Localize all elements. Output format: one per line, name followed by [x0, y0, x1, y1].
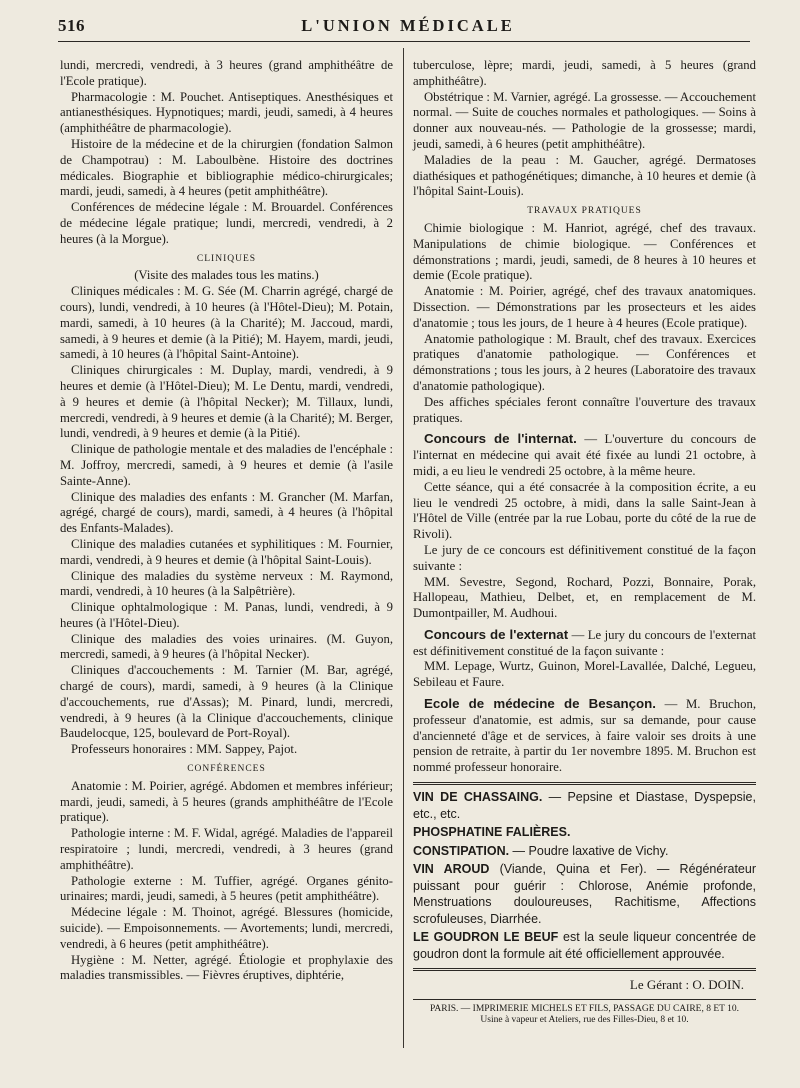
section-heading-travaux: TRAVAUX PRATIQUES: [527, 206, 642, 217]
imprint-line: PARIS. — IMPRIMERIE MICHELS ET FILS, PASSAGE DU CAIRE, 8 ET 10.: [429, 1003, 740, 1014]
news-text: — Le jury du concours de l'externat est définitivement constitué de la façon suivante :: [413, 627, 756, 658]
news-item-besancon: [413, 696, 756, 776]
right-column: [413, 58, 756, 1027]
paragraph: MM. Lepage, Wurtz, Guinon, Morel-Lavallée, Dalché, Legueu, Sebileau et Faure.: [413, 659, 756, 690]
paragraph: Clinique des maladies cutanées et syphilitiques : M. Fournier, mardi, vendredi, à 9 heures et demie (à l'hôpital Saint-Louis).: [60, 536, 393, 567]
news-item-internat: [413, 431, 756, 479]
left-column: [60, 58, 393, 984]
running-title: L'UNION MÉDICALE: [301, 16, 515, 35]
paragraph: Histoire de la médecine et de la chirurgien (fondation Salmon de Champotrau) : M. Laboulbène. Histoire des doctrines médicales. Biographie et bibliographie médico-chirurgicales; mardi, jeudi, samedi, à 4 heures (petit amphithéâtre).: [60, 136, 393, 199]
news-heading: Ecole de médecine de Besançon.: [424, 696, 656, 712]
paragraph: Clinique des maladies des enfants : M. Grancher (M. Marfan, agrégé, chargé de cours), mardi, samedi, à 4 heures (à l'hôpital des Enfants-Malades).: [60, 489, 393, 536]
ad-goudron: LE GOUDRON LE BEUF est la seule liqueur concentrée de goudron dont la formule ait été officiellement approuvée.: [413, 930, 756, 961]
paragraph: Maladies de la peau : M. Gaucher, agrégé. Dermatoses diathésiques et pathogénétiques; dimanche, à 10 heures et demie (à l'hôpital Saint-Louis).: [413, 152, 756, 199]
paragraph: Des affiches spéciales feront connaître l'ouverture des travaux pratiques.: [413, 394, 756, 425]
paragraph: Pathologie externe : M. Tuffier, agrégé. Organes génito-urinaires; mardi, jeudi, samedi, à 5 heures (petit amphithéâtre).: [60, 873, 393, 904]
paragraph: Anatomie : M. Poirier, agrégé, chef des travaux anatomiques. Dissection. — Démonstrations par les prosecteurs et les aides d'anatomie ; tous les jours, de 1 heure à 4 heures (Ecole pratique).: [413, 284, 756, 330]
paragraph: Cliniques médicales : M. G. Sée (M. Charrin agrégé, chargé de cours), lundi, vendredi, à 10 heures (à l'Hôtel-Dieu); M. Potain, mardi, samedi, à 10 heures (à la Charité); M. Jaccoud, mardi, samedi, à 9 heures et demie (à la Pitié); M. Hayem, mardi, jeudi, samedi, à 10 heures (à l'hôpital Saint-Antoine).: [60, 284, 393, 362]
section-heading-conferences: CONFÉRENCES: [187, 764, 266, 775]
paragraph: Médecine légale : M. Thoinot, agrégé. Blessures (homicide, suicide). — Empoisonnements. — Avortements; lundi, mercredi, vendredi, à 6 heures (petit amphithéâtre).: [60, 905, 393, 951]
paragraph: MM. Sevestre, Segond, Rochard, Pozzi, Bonnaire, Porak, Hallopeau, Mathieu, Delbet, et, en remplacement de M. Dumontpailler, M. Audhoui.: [413, 574, 756, 621]
page-header: [58, 10, 758, 38]
header-rule: [58, 41, 750, 42]
news-item-externat: [413, 627, 756, 660]
imprint-rule: [413, 999, 756, 1000]
page-number: 516: [58, 16, 85, 35]
paragraph: Hygiène : M. Netter, agrégé. Étiologie et prophylaxie des maladies transmissibles. — Fièvres éruptives, diphtérie,: [60, 952, 393, 983]
paragraph: Obstétrique : M. Varnier, agrégé. La grossesse. — Accouchement normal. — Suite de couches normales et pathologiques. — Soins à donner aux nouveau-nés. — Pathologie de la grossesse; mardi, jeudi, samedi, à 6 heures (petit amphithéâtre).: [413, 89, 756, 151]
news-heading: Concours de l'externat: [424, 626, 569, 642]
paragraph: Cliniques d'accouchements : M. Tarnier (M. Bar, agrégé, chargé de cours), mardi, samedi, à 9 heures (à la Clinique d'accouchements, rue d'Assas); M. Pinard, lundi, mercredi, vendredi, à 9 heures (à la Clinique d'accouchements, clinique Baudelocque, 125, boulevard de Port-Royal).: [60, 663, 393, 741]
paragraph: Chimie biologique : M. Hanriot, agrégé, chef des travaux. Manipulations de chimie biologique. — Conférences et démonstrations ; mardi, jeudi, samedi, de 8 heures à 10 heures et demie (Ecole pratique).: [413, 220, 756, 283]
paragraph: tuberculose, lèpre; mardi, jeudi, samedi, à 5 heures (grand amphithéâtre).: [413, 58, 756, 88]
news-text: — M. Bruchon, professeur d'anatomie, est admis, sur sa demande, pour cause d'ancienneté d'âge et de services, à faire valoir ses droits à une pension de retraite, à partir du 1er novembre 1895. M. Bruchon est nommé professeur honoraire.: [413, 697, 756, 775]
news-heading: Concours de l'internat.: [424, 431, 577, 447]
paragraph: Anatomie : M. Poirier, agrégé. Abdomen et membres inférieur; mardi, jeudi, samedi, à 5 heures (grands amphithéâtre de l'Ecole pratique).: [60, 778, 393, 825]
paragraph: Cliniques chirurgicales : M. Duplay, mardi, vendredi, à 9 heures et demie (à l'Hôtel-Dieu); M. Le Dentu, mardi, vendredi, à 9 heures et demie (à l'hôpital Necker); M. Tillaux, lundi, mercredi, vendredi, à 9 heures et demie (à la Charité); M. Berger, lundi, vendredi, à 9 heures et demie (à la Pitié).: [60, 363, 393, 441]
news-text: — L'ouverture du concours de l'internat en médecine qui avait été fixée au lundi 21 octobre, à midi, a eu lieu le vendredi 25 octobre, à la même heure.: [413, 432, 756, 478]
paragraph: Clinique des maladies du système nerveux : M. Raymond, mardi, vendredi, à 10 heures (à la Salpêtrière).: [60, 568, 393, 599]
column-divider: [403, 48, 404, 1048]
paragraph: Professeurs honoraires : MM. Sappey, Pajot.: [71, 742, 298, 757]
ad-vin-aroud: VIN AROUD (Viande, Quina et Fer). — Régénérateur puissant pour guérir : Chlorose, Anémie profonde, Menstruations douloureuses, Rachitisme, Affections scrofuleuses, Diarrhée.: [413, 862, 756, 926]
paragraph: lundi, mercredi, vendredi, à 3 heures (grand amphithéâtre de l'Ecole pratique).: [60, 58, 393, 88]
gerant-signature: Le Gérant : O. DOIN.: [629, 977, 744, 993]
paragraph: Pharmacologie : M. Pouchet. Antiseptiques. Anesthésiques et antianesthésiques. Hypnotiques; mardi, jeudi, samedi, à 4 heures (amphithéâtre de pharmacologie).: [60, 89, 393, 136]
ad-constipation: CONSTIPATION. — Poudre laxative de Vichy.: [413, 843, 669, 858]
paragraph: Anatomie pathologique : M. Brault, chef des travaux. Exercices pratiques d'anatomie pathologique. — Conférences et démonstrations ; tous les jours, à 2 heures (Laboratoire des travaux d'anatomie pathologique).: [413, 331, 756, 393]
paragraph: Pathologie interne : M. F. Widal, agrégé. Maladies de l'appareil respiratoire ; lundi, mercredi, vendredi, à 3 heures (grand amphithéâtre).: [60, 826, 393, 872]
paragraph: Clinique de pathologie mentale et des maladies de l'encéphale : M. Joffroy, mercredi, samedi, à 9 heures et demie (à l'asile Sainte-Anne).: [60, 442, 393, 488]
paragraph: Conférences de médecine légale : M. Brouardel. Conférences de médecine légale pratique; lundi, mercredi, vendredi, à 2 heures (à la Morgue).: [60, 200, 393, 246]
section-heading-cliniques: CLINIQUES: [196, 253, 257, 264]
ads-rule: [413, 782, 756, 785]
paragraph: Le jury de ce concours est définitivement constitué de la façon suivante :: [413, 542, 756, 573]
gerant-rule: [413, 968, 756, 971]
paragraph: Clinique des maladies des voies urinaires. (M. Guyon, mercredi, samedi, à 9 heures (à l'hôpital Necker).: [60, 631, 393, 662]
ad-phosphatine: PHOSPHATINE FALIÈRES.: [413, 825, 571, 840]
paragraph: Clinique ophtalmologique : M. Panas, lundi, vendredi, à 9 heures (à l'Hôtel-Dieu).: [60, 600, 393, 630]
imprint-line: Usine à vapeur et Ateliers, rue des Filles-Dieu, 8 et 10.: [480, 1015, 689, 1026]
section-subheading: (Visite des malades tous les matins.): [134, 268, 319, 283]
ad-vin-chassaing: VIN DE CHASSAING. — Pepsine et Diastase, Dyspepsie, etc., etc.: [413, 790, 756, 821]
paragraph: Cette séance, qui a été consacrée à la composition écrite, a eu lieu le vendredi 25 octobre, à midi, dans la salle Saint-Jean à l'Hôtel de Ville (entrée par la rue Lobau, porte du côté de la rue de Rivoli).: [413, 479, 756, 542]
